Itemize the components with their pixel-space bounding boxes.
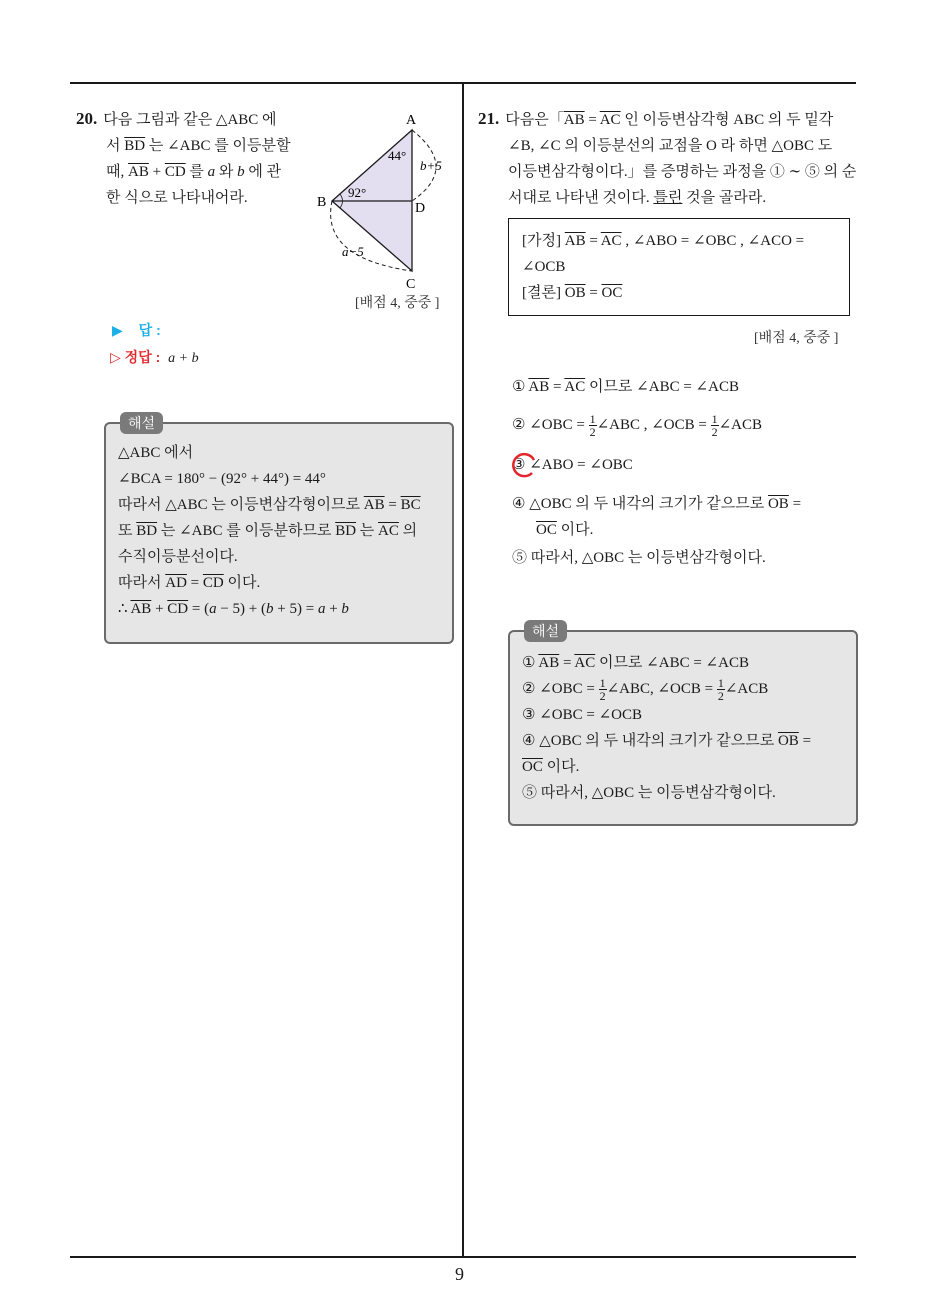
q20-line-2: 때, $\overline{AB} + \overline{CD}$ 를 a 와 b 에 관 (106, 164, 282, 180)
answer-arrow-icon: ▶ (112, 322, 123, 338)
q21-exp-line-2: ③ ∠OBC = ∠OCB (522, 707, 642, 724)
answer-row (112, 320, 161, 340)
column-divider (462, 84, 464, 1258)
angle-a-label: 44° (388, 148, 407, 163)
q20-exp-line-2: 따라서 △ABC 는 이등변삼각형이므로 $\overline{AB} = \overline{BC}$ (118, 497, 421, 513)
bottom-rule (70, 1256, 856, 1258)
q20-points: [배점 4, 중중 ] (355, 296, 440, 311)
q21-exp-line-1: ② ∠OBC = $\frac{1}{2}$ ∠ABC, ∠OCB = $\frac{1}{2}$ ∠ACB (522, 676, 769, 704)
hypothesis-text (522, 228, 848, 306)
question-number: 21. (478, 109, 500, 128)
q20-explanation-tag: 해설 (120, 412, 163, 434)
label-d: D (415, 201, 426, 216)
fraction-half: $\frac{1}{2}$ (599, 676, 606, 704)
option-2[interactable]: ② ∠OBC = $\frac{1}{2}$ ∠ABC , ∠OCB = $\frac{1}{2}$ ∠ACB (512, 412, 763, 440)
q21-line-2: 이등변삼각형이다.」를 증명하는 과정을 ① ∼ ⑤ 의 순 (508, 164, 857, 180)
q21-exp-line-3: ④ △OBC 의 두 내각의 크기가 같으므로 $\overline{OB}$ = (522, 733, 812, 750)
q20-exp-line-5: 따라서 $\overline{AD} = \overline{CD}$ 이다. (118, 575, 261, 591)
q21-line-0: 다음은「$\overline{AB} = \overline{AC}$ 인 이등변삼각형 ABC 의 두 밑각 (505, 112, 834, 128)
option-5[interactable]: ⑤ 따라서, △OBC 는 이등변삼각형이다. (512, 550, 766, 566)
q20-line-1: 서 $\overline{BD}$ 는 ∠ABC 를 이등분할 (106, 138, 291, 154)
q21-line-1: ∠B, ∠C 의 이등분선의 교점을 O 라 하면 △OBC 도 (508, 138, 833, 154)
q21-exp-line-4: $\overline{OC}$ 이다. (522, 759, 580, 776)
option-3[interactable]: ③ ∠ABO = ∠OBC (512, 457, 633, 473)
angle-b-label: 92° (348, 185, 367, 200)
q21-line-3: 서대로 나타낸 것이다. 틀린 것을 골라라. (508, 190, 767, 206)
q20-explanation-text (118, 440, 448, 622)
side-bc-label: a−5 (342, 244, 364, 259)
q21-explanation-tag: 해설 (524, 620, 567, 642)
q20-exp-line-4: 수직이등분선이다. (118, 549, 238, 565)
wrong-answer-circle-icon (508, 451, 538, 479)
q21-exp-line-0: ① $\overline{AB} = \overline{AC}$ 이므로 ∠ABC = ∠ACB (522, 655, 749, 671)
q20-exp-line-6: ∴ $\overline{AB} + \overline{CD} = (a - 5) + (b + 5) = a + b$ (118, 601, 349, 617)
correct-value: a + b (168, 351, 199, 366)
correct-answer-row (110, 347, 199, 367)
label-c: C (406, 277, 416, 292)
frame-line-1: ∠OCB (522, 259, 566, 275)
q21-explanation-text (522, 650, 852, 806)
fraction-half: $\frac{1}{2}$ (589, 412, 596, 440)
q20-exp-line-3: 또 $\overline{BD}$ 는 ∠ABC 를 이등분하므로 $\overline{BD}$ 는 $\overline{AC}$ 의 (118, 523, 418, 539)
q20-line-0: 다음 그림과 같은 △ABC 에 (103, 112, 277, 128)
correct-label: 정답 : (124, 349, 161, 365)
side-ac-label: b+5 (420, 158, 442, 173)
correct-arrow-icon: ▷ (110, 349, 121, 365)
question-20-text (76, 106, 306, 211)
q20-line-3: 한 식으로 나타내어라. (106, 190, 248, 206)
q21-points: [배점 4, 중중 ] (754, 331, 839, 346)
frame-line-2: [결론] $\overline{OB} = \overline{OC}$ (522, 285, 623, 301)
question-number: 20. (76, 109, 98, 128)
fraction-half: $\frac{1}{2}$ (717, 676, 724, 704)
q21-exp-line-5: ⑤ 따라서, △OBC 는 이등변삼각형이다. (522, 785, 776, 802)
page-number: 9 (455, 1264, 464, 1284)
label-b: B (317, 195, 327, 210)
answer-label: 답 : (138, 322, 161, 338)
option-4[interactable]: ④ △OBC 의 두 내각의 크기가 같으므로 $\overline{OB}$ = $\overline{OC}$ 이다. (512, 496, 802, 538)
frame-line-0: [가정] $\overline{AB} = \overline{AC}$ , ∠ABO = ∠OBC , ∠ACO = (522, 233, 805, 249)
triangle-figure (310, 108, 460, 293)
option-1[interactable]: ① $\overline{AB} = \overline{AC}$ 이므로 ∠ABC = ∠ACB (512, 379, 739, 395)
question-21-text (478, 106, 863, 211)
label-a: A (406, 113, 417, 128)
q20-exp-line-0: △ABC 에서 (118, 445, 194, 461)
q20-exp-line-1: ∠BCA = 180° − (92° + 44°) = 44° (118, 471, 326, 487)
fraction-half: $\frac{1}{2}$ (711, 412, 718, 440)
